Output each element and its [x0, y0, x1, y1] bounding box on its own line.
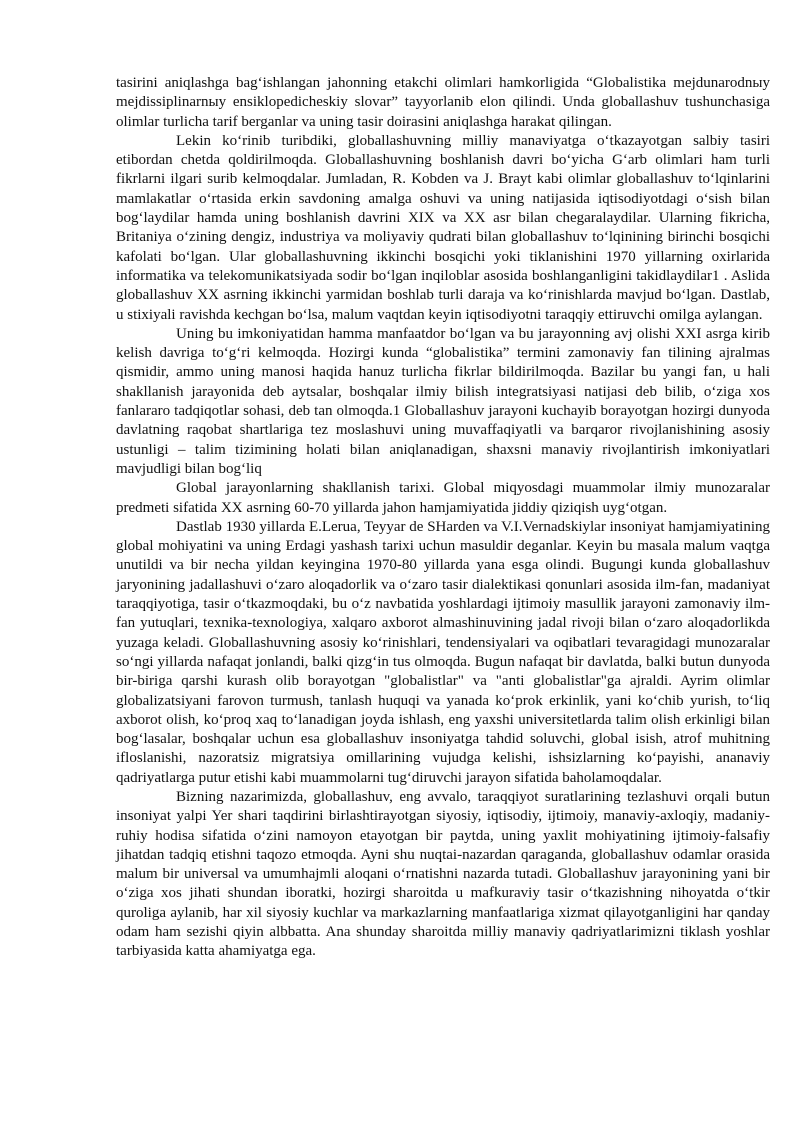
document-page: [116, 74, 770, 962]
paragraph: Bizning nazarimizda, globallashuv, eng avvalo, taraqqiyot suratlarining tezlashuvi orqali butun insoniyat yalpi Yer shari taqdirini birlashtirayotgan siyosiy, iqtisodiy, ijtimoiy, manaviy-axloqiy, madaniy-ruhiy hodisa sifatida oʻzini namoyon etayotgan bir paytda, uning yaxlit mohiyatining ijtimoiy-falsafiy jihatdan tadqiq etishni taqozo etmoqda. Ayni shu nuqtai-nazardan qaraganda, globallashuv odamlar orasida malum bir universal va umumhajmli aloqani oʻrnatishni nazarda tutadi. Globallashuv jarayonining yani bir oʻziga xos jihati shundan iboratki, hozirgi sharoitda u mafkuraviy tasir oʻtkazishning nihoyatda oʻtkir quroliga aylanib, har xil siyosiy kuchlar va markazlarning manfaatlariga xizmat qilayotganligini har qanday odam ham sezishi qiyin albbatta. Ana shunday sharoitda milliy manaviy qadriyatlarimizni tiklash yoshlar tarbiyasida katta ahamiyatga ega.: [116, 788, 770, 960]
paragraph: Lekin koʻrinib turibdiki, globallashuvning milliy manaviyatga oʻtkazayotgan salbiy tasiri etibordan chetda qoldirilmoqda. Globallashuvning boshlanish davri boʻyicha Gʻarb olimlari ham turli fikrlarni ilgari surib kelmoqdalar. Jumladan, R. Kobden va J. Brayt kabi olimlar globallashuv toʻlqinlarini mamlakatlar oʻrtasida erkin savdoning amalga oshuvi va uning natijasida iqtisodiyotdagi oʻsish bilan bogʻlaydilar hamda uning boshlanish davrini XIX va XX asr bilan chegaralaydilar. Ularning fikricha, Britaniya oʻzining dengiz, industriya va moliyaviy qudrati bilan globallashuv toʻlqinining birinchi bosqichi kafolati boʻlgan. Ular globallashuvning ikkinchi bosqichi yoki tiklanishini 1970 yillarning oxirlarida informatika va telekomunikatsiyada sodir boʻlgan inqiloblar asosida boshlanganligini takidlaydilar1 . Aslida globallashuv XX asrning ikkinchi yarmidan boshlab turli daraja va koʻrinishlarda mavjud boʻlgan. Dastlab, u stixiyali ravishda kechgan boʻlsa, malum vaqtdan keyin iqtisodiyotni taraqqiy ettiruvchi omilga aylangan.: [116, 132, 770, 323]
paragraph: Global jarayonlarning shakllanish tarixi. Global miqyosdagi muammolar ilmiy munozaralar predmeti sifatida XX asrning 60-70 yillarda jahon hamjamiyatida jiddiy qiziqish uygʻotgan.: [116, 480, 770, 516]
paragraph: Uning bu imkoniyatidan hamma manfaatdor boʻlgan va bu jarayonning avj olishi XXI asrga kirib kelish davriga toʻgʻri kelmoqda. Hozirgi kunda “globalistika” termini zamonaviy fan tilining ajralmas qismidir, ammo uning manosi haqida hanuz turlicha fikrlar bildirilmoqda. Bazilar bu yangi fan, u hali shakllanish jarayonida deb aytsalar, boshqalar ilmiy bilish integratsiyasi natijasi deb bilib, oʻziga xos fanlararo tadqiqotlar sohasi, deb tan olmoqda.1 Globallashuv jarayoni kuchayib borayotgan hozirgi dunyoda davlatning raqobat shartlariga tez moslashuvi uning muvaffaqiyatli va barqaror rivojlanishining asosiy ustunligi – talim tizimining holati bilan aniqlanadigan, shaxsni manaviy rivojlantirish imkoniyatlari mavjudligi bilan bogʻliq: [116, 325, 770, 477]
paragraph: Dastlab 1930 yillarda E.Lerua, Teyyar de SHarden va V.I.Vernadskiylar insoniyat hamjamiyatining global mohiyatini va uning Erdagi yashash tarixi uchun masuldir deganlar. Keyin bu masala malum vaqtga unutildi va bir necha yildan keyingina 1970-80 yillarda yana esga olindi. Bugungi kunda globallashuv jaryonining jadallashuvi oʻzaro aloqadorlik va oʻzaro tasir dialektikasi qonunlari asosida ilm-fan, madaniyat taraqqiyotiga, tasir oʻtkazmoqdaki, bu oʻz navbatida yoshlardagi ijtimoiy masullik jarayoni zamonaviy ilm-fan yutuqlari, texnika-texnologiya, xalqaro axborot almashinuvining jadal rivoji bilan oʻzaro aloqadorlikda yuzaga keladi. Globallashuvning asosiy koʻrinishlari, tendensiyalari va oqibatlari tevaragidagi munozaralar soʻngi yillarda nafaqat jonlandi, balki qizgʻin tus olmoqda. Bugun nafaqat bir davlatda, balki butun dunyoda bir-biriga qarshi kurash olib borayotgan "globalistlar" va "anti globalistlar"ga ajraldi. Ayrim olimlar globalizatsiyani farovon turmush, tanlash huquqi va yanada koʻprok erkinlik, yani koʻchib yurish, toʻliq axborot olish, koʻproq xaq toʻlanadigan joyda ishlash, eng yaxshi universitetlarda talim olish erkinligi bilan bogʻlasalar, boshqalar uchun esa globallashuv insoniyatga tahdid soluvchi, global isish, atrof muhitning ifloslanishi, nazoratsiz migratsiya omillarining vujudga kelishi, ishsizlarning koʻpayishi, ananaviy qadriyatlarga putur etishi kabi muammolarni tugʻdiruvchi jarayon sifatida baholamoqdalar.: [116, 518, 770, 786]
paragraph: tasirini aniqlashga bagʻishlangan jahonning etakchi olimlari hamkorligida “Globalistika mejdunarodnыy mejdissiplinarnыy ensiklopedicheskiy slovar” tayyorlanib elon qilindi. Unda globallashuv tushunchasiga olimlar turlicha tarif berganlar va uning tasir doirasini aniqlashga harakat qilingan.: [116, 75, 770, 130]
